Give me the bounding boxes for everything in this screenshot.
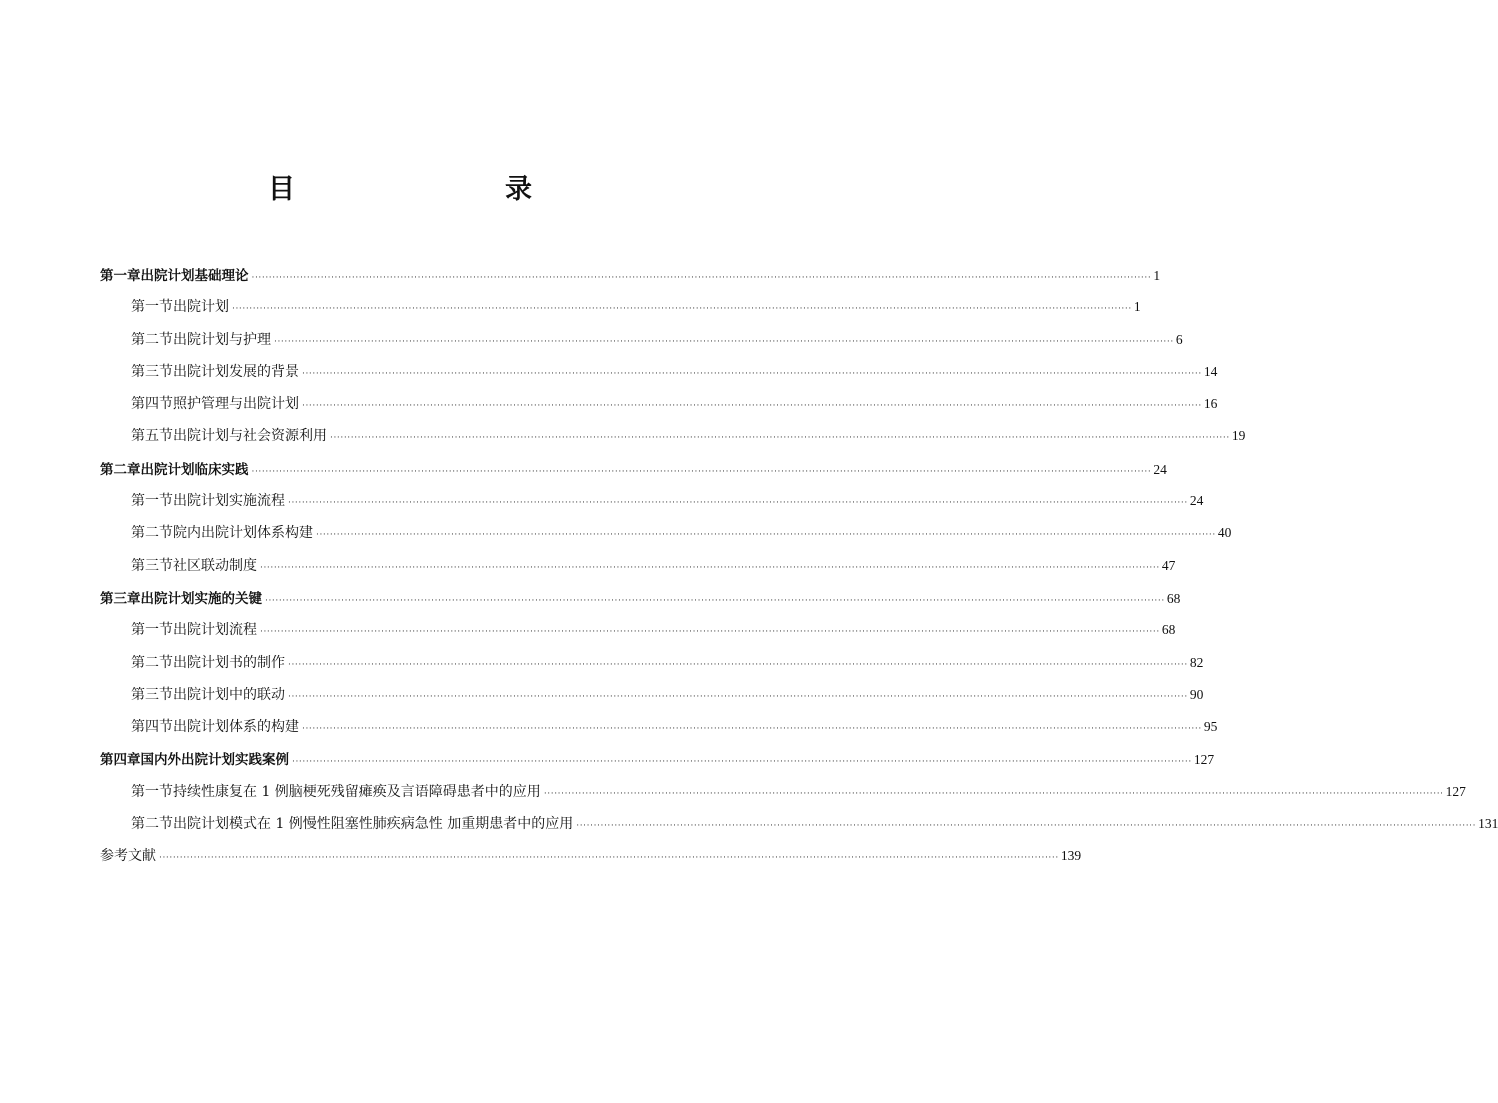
toc-section-entry[interactable]: [100, 716, 1218, 748]
dot-leader: ····································································································································································································································································: [288, 498, 1188, 509]
toc-chapter-entry[interactable]: [100, 458, 1167, 490]
toc-entry-number: 第五节: [131, 428, 173, 445]
toc-entry-page-number: 24: [1189, 493, 1204, 509]
toc-entry-title: 出院计划与护理: [173, 331, 271, 348]
toc-section-entry[interactable]: [100, 813, 1498, 845]
toc-entry-page-number: 131: [1478, 816, 1498, 832]
toc-entry-number: 第一节: [131, 622, 173, 639]
toc-entry-title: 出院计划临床实践: [140, 461, 249, 478]
dot-leader: ····································································································································································································································································: [251, 466, 1152, 477]
toc-entry-title: 出院计划与社会资源利用: [173, 428, 327, 445]
toc-section-entry[interactable]: [100, 619, 1176, 651]
toc-entry-number: 第四节: [131, 396, 173, 413]
table-of-contents: [100, 264, 1498, 878]
toc-entry-title: 出院计划书的制作: [173, 654, 285, 671]
toc-entry-page-number: 1: [1153, 268, 1161, 283]
toc-entry-page-number: 127: [1445, 783, 1466, 799]
page-title: 目 录: [268, 174, 584, 205]
dot-leader: ····································································································································································································································································: [330, 433, 1230, 444]
toc-entry-title: 国内外出院计划实践案例: [140, 752, 289, 769]
toc-entry-number: 第二节: [131, 331, 173, 348]
toc-entry-page-number: 139: [1060, 848, 1082, 864]
toc-section-entry[interactable]: [100, 555, 1176, 587]
toc-entry-title: 出院计划模式在 1 例慢性阻塞性肺疾病急性 加重期患者中的应用: [173, 816, 574, 833]
toc-entry-title: 出院计划中的联动: [173, 686, 285, 703]
toc-entry-page-number: 1: [1133, 299, 1141, 315]
toc-section-entry[interactable]: [100, 425, 1246, 457]
toc-entry-number: 第四章: [100, 752, 141, 769]
toc-entry-title: 出院计划实施的关键: [140, 590, 262, 607]
dot-leader: ····································································································································································································································································: [288, 691, 1188, 702]
toc-entry-number: 第一节: [131, 783, 173, 800]
toc-entry-number: 第一节: [131, 299, 173, 316]
toc-entry-number: 第三节: [131, 686, 173, 703]
dot-leader: ····································································································································································································································································: [232, 304, 1132, 315]
toc-entry-title: 院内出院计划体系构建: [173, 525, 313, 542]
toc-entry-number: 第二节: [131, 525, 173, 542]
toc-section-entry[interactable]: [100, 361, 1218, 393]
dot-leader: ····································································································································································································································································: [543, 788, 1444, 799]
dot-leader: ····································································································································································································································································: [251, 273, 1152, 283]
toc-entry-number: 第二节: [131, 816, 173, 833]
dot-leader: ····································································································································································································································································: [302, 401, 1202, 412]
toc-entry-page-number: 82: [1189, 654, 1204, 670]
toc-chapter-entry[interactable]: [100, 587, 1181, 619]
toc-entry-page-number: 6: [1175, 331, 1183, 347]
toc-entry-title: 社区联动制度: [173, 557, 257, 574]
toc-entry-page-number: 40: [1217, 525, 1232, 541]
toc-entry-title: 出院计划流程: [173, 622, 257, 639]
dot-leader: ····································································································································································································································································: [260, 627, 1160, 638]
dot-leader: ····································································································································································································································································: [260, 562, 1160, 573]
dot-leader: ····································································································································································································································································: [292, 757, 1192, 768]
toc-entry-page-number: 47: [1161, 557, 1176, 573]
toc-reference-entry[interactable]: [100, 845, 1082, 877]
toc-entry-title: 出院计划实施流程: [173, 493, 285, 510]
toc-entry-page-number: 90: [1189, 686, 1204, 702]
toc-section-entry[interactable]: [100, 296, 1141, 328]
dot-leader: ····································································································································································································································································: [274, 336, 1174, 347]
toc-entry-title: 参考文献: [100, 848, 156, 865]
toc-entry-number: 第二节: [131, 654, 173, 671]
dot-leader: ····································································································································································································································································: [302, 724, 1202, 735]
dot-leader: ····································································································································································································································································: [316, 530, 1216, 541]
toc-entry-number: 第二章: [100, 461, 141, 478]
toc-entry-title: 持续性康复在 1 例脑梗死残留瘫痪及言语障碍患者中的应用: [173, 783, 541, 800]
toc-entry-number: 第三节: [131, 363, 173, 380]
toc-entry-page-number: 14: [1203, 363, 1218, 379]
toc-entry-page-number: 95: [1203, 719, 1218, 735]
toc-entry-number: 第三章: [100, 590, 141, 607]
dot-leader: ····································································································································································································································································: [265, 595, 1165, 606]
toc-entry-page-number: 127: [1193, 752, 1215, 768]
dot-leader: ····································································································································································································································································: [159, 853, 1059, 864]
toc-entry-number: 第一章: [100, 268, 141, 284]
toc-entry-page-number: 68: [1161, 622, 1176, 638]
toc-entry-title: 出院计划基础理论: [140, 268, 249, 284]
toc-entry-page-number: 68: [1166, 590, 1181, 606]
toc-chapter-entry[interactable]: [100, 264, 1161, 296]
toc-entry-page-number: 24: [1153, 461, 1167, 477]
toc-section-entry[interactable]: [100, 781, 1466, 813]
toc-entry-page-number: 16: [1203, 396, 1218, 412]
dot-leader: ····································································································································································································································································: [288, 659, 1188, 670]
toc-entry-number: 第三节: [131, 557, 173, 574]
toc-entry-title: 出院计划体系的构建: [173, 719, 299, 736]
toc-entry-title: 出院计划: [173, 299, 229, 316]
toc-entry-page-number: 19: [1231, 428, 1246, 444]
toc-section-entry[interactable]: [100, 393, 1218, 425]
toc-section-entry[interactable]: [100, 684, 1204, 716]
toc-entry-title: 出院计划发展的背景: [173, 363, 299, 380]
dot-leader: ····································································································································································································································································: [576, 821, 1477, 832]
toc-entry-number: 第四节: [131, 719, 173, 736]
dot-leader: ····································································································································································································································································: [302, 368, 1202, 379]
toc-section-entry[interactable]: [100, 329, 1183, 361]
toc-chapter-entry[interactable]: [100, 748, 1215, 780]
toc-section-entry[interactable]: [100, 652, 1204, 684]
toc-entry-number: 第一节: [131, 493, 173, 510]
toc-section-entry[interactable]: [100, 522, 1232, 554]
toc-section-entry[interactable]: [100, 490, 1204, 522]
toc-entry-title: 照护管理与出院计划: [173, 396, 299, 413]
